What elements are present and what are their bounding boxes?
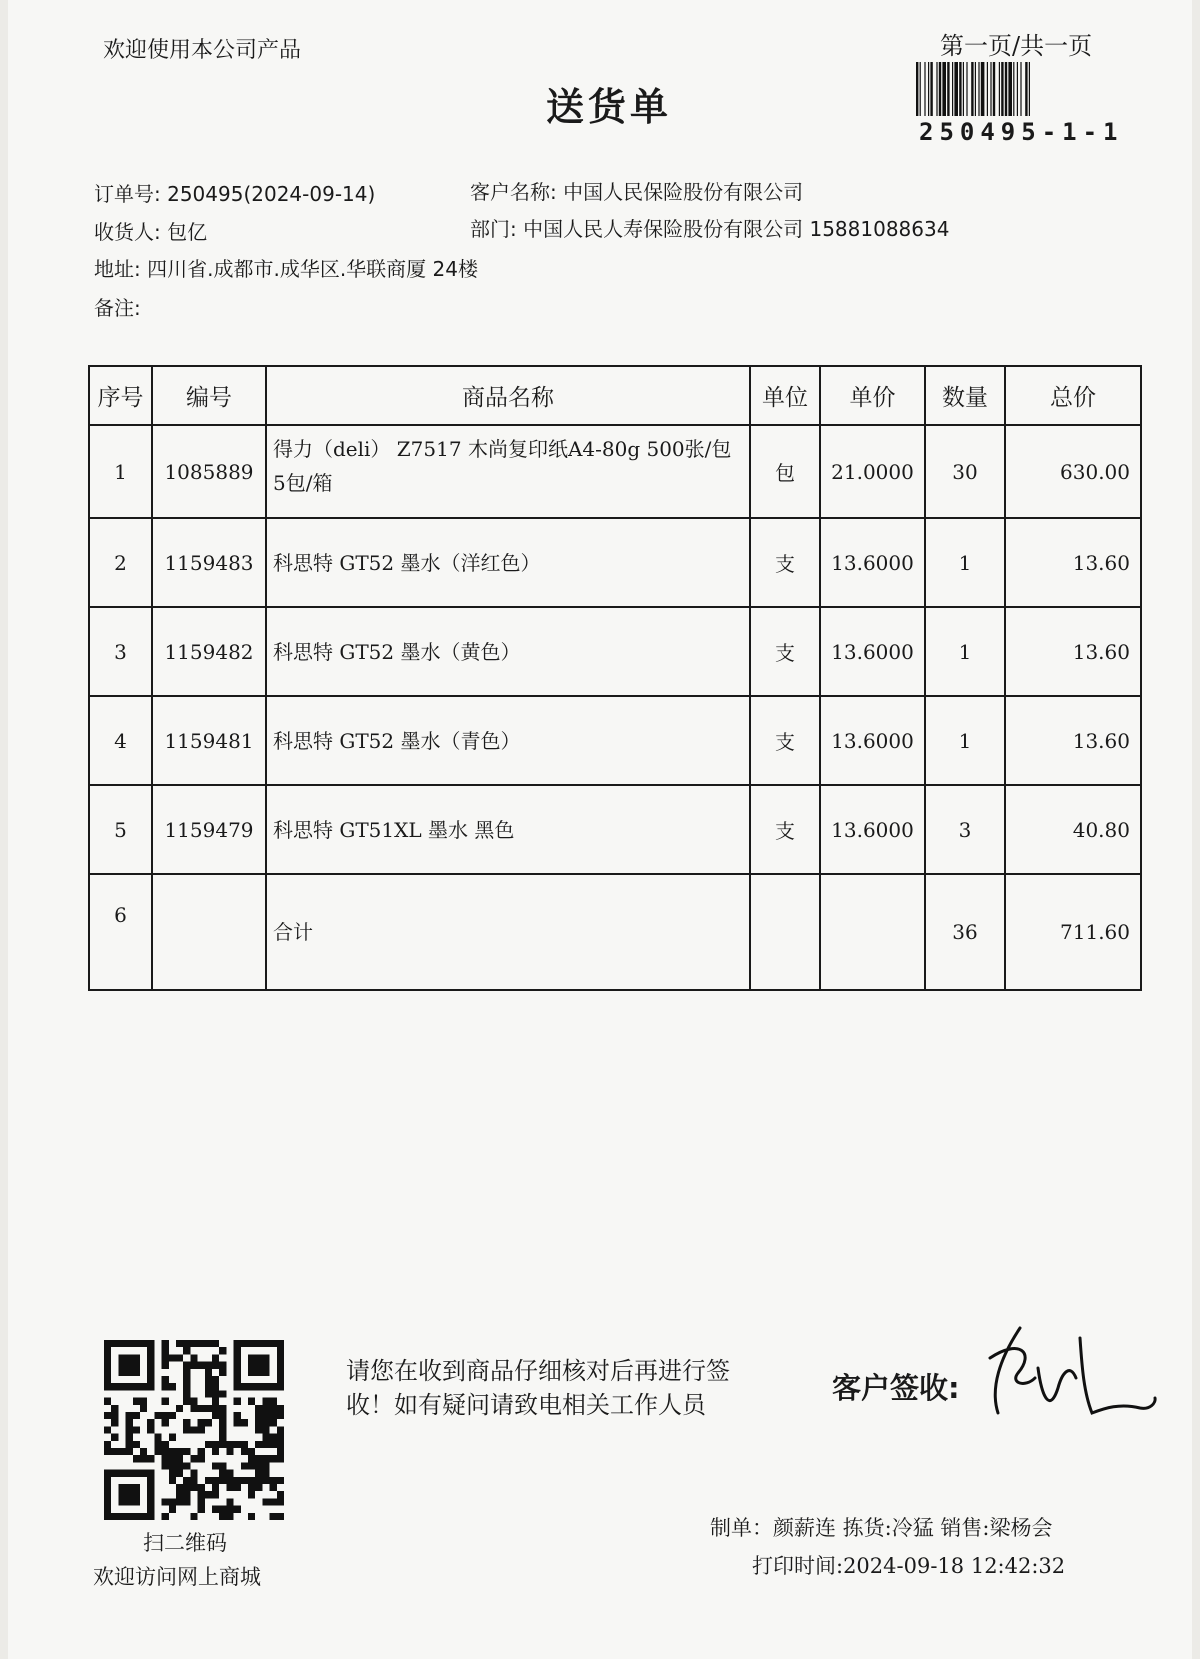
cell-unit: 支 [750, 785, 820, 874]
cell-unit: 支 [750, 607, 820, 696]
cell-price: 13.6000 [820, 785, 925, 874]
cell-code: 1085889 [152, 425, 266, 518]
table-row [89, 518, 1141, 607]
cell-unit [750, 874, 820, 990]
cell-index: 6 [89, 874, 152, 990]
dept-label: 部门: [470, 217, 517, 241]
cell-total: 13.60 [1005, 518, 1141, 607]
cell-index: 1 [89, 425, 152, 518]
col-header-code: 编号 [152, 366, 266, 425]
barcode-number: 250495-1-1 [919, 118, 1124, 146]
table-row [89, 696, 1141, 785]
table-row [89, 607, 1141, 696]
cell-qty: 1 [925, 696, 1005, 785]
barcode-icon [916, 62, 1130, 116]
cell-code: 1159479 [152, 785, 266, 874]
cell-total: 630.00 [1005, 425, 1141, 518]
cell-name: 得力（deli） Z7517 木尚复印纸A4-80g 500张/包 5包/箱 [266, 425, 750, 518]
table-row-total [89, 874, 1141, 990]
order-value: 250495(2024-09-14) [167, 182, 376, 206]
order-number [94, 178, 375, 207]
col-header-unit: 单位 [750, 366, 820, 425]
cell-total: 13.60 [1005, 696, 1141, 785]
department [470, 213, 949, 242]
cell-price: 21.0000 [820, 425, 925, 518]
qr-caption: 扫二维码 [143, 1531, 227, 1555]
table-row [89, 785, 1141, 874]
cell-price: 13.6000 [820, 696, 925, 785]
document-title: 送货单 [546, 85, 673, 129]
cell-qty: 36 [925, 874, 1005, 990]
cell-unit: 支 [750, 696, 820, 785]
cell-index: 4 [89, 696, 152, 785]
cell-code [152, 874, 266, 990]
cell-index: 3 [89, 607, 152, 696]
qr-code-icon[interactable] [104, 1340, 284, 1520]
cell-total: 13.60 [1005, 607, 1141, 696]
cell-code: 1159481 [152, 696, 266, 785]
qr-caption-mall: 欢迎访问网上商城 [93, 1565, 261, 1589]
remark [94, 292, 141, 321]
cell-price: 13.6000 [820, 607, 925, 696]
customer-name [470, 176, 803, 205]
staff-info: 制单：颜薪连 拣货:冷猛 销售:梁杨会 [710, 1516, 1053, 1540]
order-label: 订单号: [94, 182, 161, 206]
col-header-qty: 数量 [925, 366, 1005, 425]
handwritten-signature [980, 1318, 1180, 1438]
col-header-index: 序号 [89, 366, 152, 425]
cell-unit: 包 [750, 425, 820, 518]
cell-name: 科思特 GT52 墨水（洋红色） [266, 518, 750, 607]
table-row [89, 425, 1141, 518]
customer-label: 客户名称: [470, 180, 557, 204]
receiver-label: 收货人: [94, 220, 161, 244]
cell-index: 2 [89, 518, 152, 607]
cell-name: 科思特 GT52 墨水（青色） [266, 696, 750, 785]
cell-qty: 1 [925, 518, 1005, 607]
dept-value: 中国人民人寿保险股份有限公司 15881088634 [523, 217, 950, 241]
cell-price [820, 874, 925, 990]
col-header-total: 总价 [1005, 366, 1141, 425]
cell-qty: 1 [925, 607, 1005, 696]
items-table [88, 365, 1142, 991]
cell-index: 5 [89, 785, 152, 874]
cell-name: 科思特 GT51XL 墨水 黑色 [266, 785, 750, 874]
customer-value: 中国人民保险股份有限公司 [563, 180, 804, 204]
print-time: 打印时间:2024-09-18 12:42:32 [752, 1554, 1066, 1578]
cell-total: 40.80 [1005, 785, 1141, 874]
address [94, 253, 478, 282]
cell-qty: 30 [925, 425, 1005, 518]
page-info: 第一页/共一页 [940, 32, 1093, 60]
cell-qty: 3 [925, 785, 1005, 874]
cell-name: 合计 [266, 874, 750, 990]
table-header-row [89, 366, 1141, 425]
address-label: 地址: [94, 257, 141, 281]
cell-code: 1159483 [152, 518, 266, 607]
welcome-text: 欢迎使用本公司产品 [103, 38, 302, 63]
receipt-notice: 请您在收到商品仔细核对后再进行签收！如有疑问请致电相关工作人员 [346, 1357, 730, 1419]
receiver-value: 包亿 [167, 220, 208, 244]
col-header-name: 商品名称 [266, 366, 750, 425]
receiver [94, 216, 207, 245]
address-value: 四川省.成都市.成华区.华联商厦 24楼 [147, 257, 478, 281]
cell-total: 711.60 [1005, 874, 1141, 990]
cell-unit: 支 [750, 518, 820, 607]
remark-label: 备注: [94, 296, 141, 320]
cell-price: 13.6000 [820, 518, 925, 607]
cell-name: 科思特 GT52 墨水（黄色） [266, 607, 750, 696]
col-header-price: 单价 [820, 366, 925, 425]
customer-signature-label: 客户签收: [832, 1371, 960, 1405]
cell-code: 1159482 [152, 607, 266, 696]
